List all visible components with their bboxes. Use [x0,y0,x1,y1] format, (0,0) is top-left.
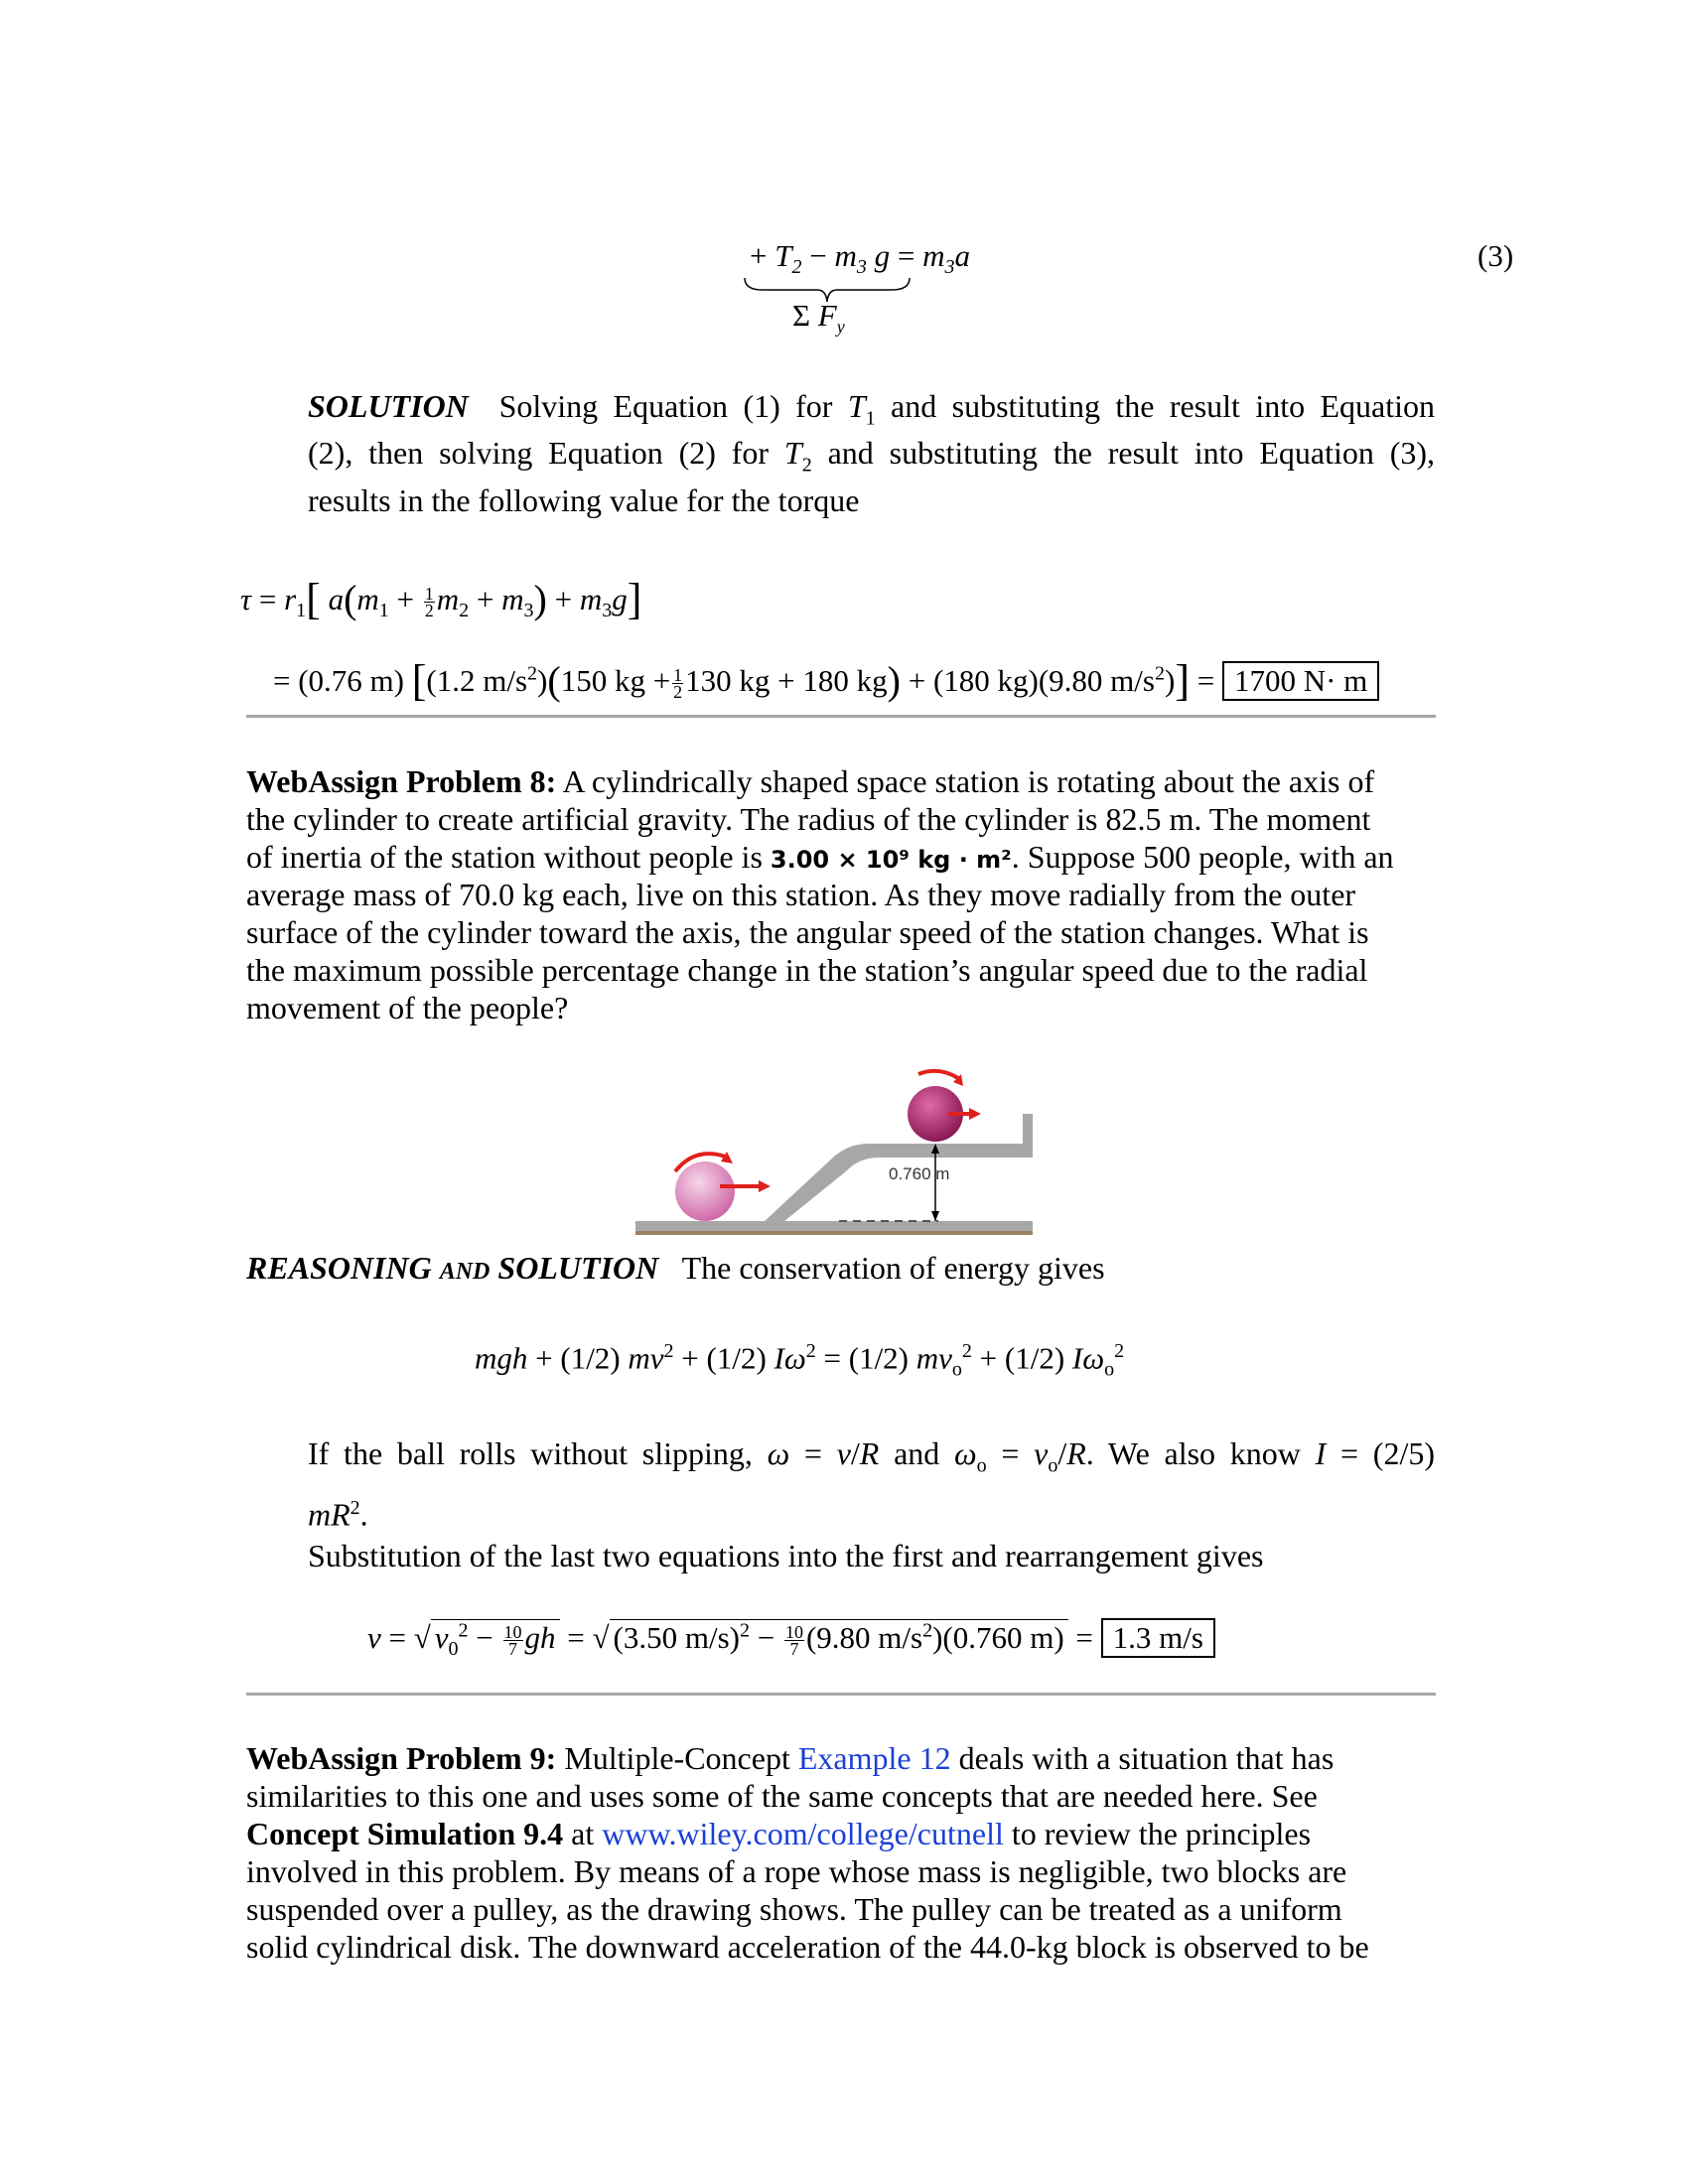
problem8-line3: of inertia of the station without people is 3.00 × 10⁹ kg · m². Suppose 500 people, with an [246,839,1394,875]
rolling-condition-line1: If the ball rolls without slipping, ω = v/R and $\omega_o = v_o/R$. We also know I = (2/5) [308,1435,1435,1477]
torque-answer-box: 1700 N· m [1222,661,1379,701]
problem8-line5: surface of the cylinder toward the axis, the angular speed of the station changes. What is [246,914,1369,950]
velocity-answer-box: 1.3 m/s [1101,1618,1215,1658]
problem9-line2: similarities to this one and uses some of the same concepts that are needed here. See [246,1778,1318,1814]
height-label: 0.760 m [889,1164,950,1183]
problem9-line3: Concept Simulation 9.4 at www.wiley.com/college/cutnell to review the principles [246,1816,1312,1851]
torque-equation-line2: = (0.76 m) [(1.2 $m/s^2)(150$ kg + $\frac{1}{2}$ 130 kg + 180 kg) + (180 kg)(9.80 $m/s^2)] = 1700$ N· m [273,655,1379,706]
substitution-line: Substitution of the last two equations into the first and rearrangement gives [308,1538,1264,1573]
lower-ball [675,1161,735,1221]
solution-paragraph-line2: (2), then solving Equation (2) for $T_2$ and substituting the result into Equation (3), [308,435,1436,477]
solution-paragraph-line3: results in the following value for the torque [308,482,860,518]
inertia-value: 3.00 × 10⁹ kg · m² [770,846,1012,874]
equation-3: + $T_2 - m_3$ $g = m_3a$ [750,238,970,279]
energy-equation: mgh + (1/2) $mv^2 + (1/2) I\omega^2 = (1/2) mv_o^2 + (1/2)$ $I\omega_o^2$ [475,1340,1125,1381]
cutnell-url-link[interactable]: www.wiley.com/college/cutnell [602,1816,1004,1851]
rolling-condition-line2: $mR^2$. [308,1496,368,1533]
problem8-line7: movement of the people? [246,990,569,1025]
problem8-line4: average mass of 70.0 kg each, live on this station. As they move radially from the outer [246,877,1356,912]
problem8-line1: WebAssign Problem 8: A cylindrically shaped space station is rotating about the axis of [246,763,1375,799]
divider-1 [246,715,1436,718]
ground [635,1221,1033,1231]
torque-equation-line1: $\tau = r_1$[ $a(m_1$ + $\frac{1}{2}$ $m_2 + m_3) + m_3g$] [240,575,642,623]
divider-2 [246,1693,1436,1696]
problem9-line6: solid cylindrical disk. The downward acceleration of the 44.0-kg block is observed to be [246,1929,1369,1965]
sum-fy-label: Σ $F_y$ [792,298,845,338]
problem9-line5: suspended over a pulley, as the drawing shows. The pulley can be treated as a uniform [246,1891,1342,1927]
example-12-link[interactable]: Example 12 [797,1740,951,1776]
problem9-line4: involved in this problem. By means of a rope whose mass is negligible, two blocks are [246,1853,1347,1889]
rolling-ball-figure [626,1062,1053,1251]
solution-paragraph-line1: SOLUTION Solving Equation (1) for $T_1$ and substituting the result into Equation [308,388,1436,430]
upper-rotation-arrow [918,1071,958,1078]
reasoning-heading: REASONING AND SOLUTION The conservation of energy gives [246,1250,1105,1286]
velocity-equation: v = √ $v_0^2$ − $\frac{10}{7}$ gh = √ (3.50 m/s)$^2$ − $\frac{10}{7}$ (9.80 $m/s^2)(0.760$ m) = 1.3 m/s [367,1618,1215,1661]
problem8-line6: the maximum possible percentage change in the station’s angular speed due to the radial [246,952,1368,988]
problem9-line1: WebAssign Problem 9: Multiple-Concept Example 12 deals with a situation that has [246,1740,1335,1776]
problem8-line2: the cylinder to create artificial gravity. The radius of the cylinder is 82.5 m. The moment [246,801,1371,837]
equation-number: (3) [1477,238,1514,273]
